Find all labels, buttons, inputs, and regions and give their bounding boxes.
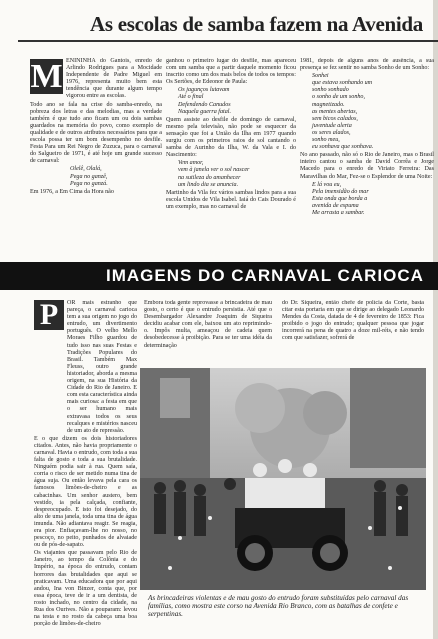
paragraph: Em 1976, a Em Cima da Hora não xyxy=(30,188,114,195)
paragraph: Os viajantes que passavam pelo Rio de Janeiro, ao tempo da Colônia e do Império, na época do entrudo, contam horrores das brutalidades que aqui se praticavam. Uma educadora que por aqui andou, Ina von Binzer, conta que, por essa época, teve de ir a um dentista, de rosto inchado, no centro da cidade, na Rua dos Ourives. Não a pouparam: levou na testa e no rosto da cabeça uma boa porção de limões-de-cheiro xyxy=(34,550,137,626)
bottom-column-1 xyxy=(34,300,137,626)
section-banner xyxy=(0,262,438,290)
article-title: As escolas de samba fazem na Avenida xyxy=(90,12,423,36)
carnival-parade-photo xyxy=(140,368,426,590)
paragraph: E o que dizem os dois historiadores citados. Antes, não havia propriamente o carnaval. Havia o entrudo, com toda a sua falta de gosto e toda a sua brutalidade. Ninguém podia sair à rua. Quem saía, corria o risco de ser metido numa tina de água suja. Ou então levava pela cara os famosos limões-de-cheiro e as cabacinhas. Um senhor austero, bem vestido, ia pela calçada, confiante, despreocupado. E isto foi desejado, do alto de uma janela, toda uma tina de água imunda. Não adiantava reagir. Se reagia, era pior. Enfiaçavam-lhe no nosso, no pescoço, no peito, punhados de alvaiade ou de pós-de-sapato. xyxy=(34,435,137,549)
lyrics: E lá vou eu, Pela imensidão do mar Esta onda que borda a avenida de espuma Me arrasta a sambar. xyxy=(312,181,369,216)
paragraph: do Dr. Siqueira, então chefe de polícia da Corte, basta citar esta portaria em que se dirige ao delegado Leonardo Mendes da Costa, datada de 4 de fevereiro de 1853: Fica proibido o jogo do entrudo; qualquer pessoa que jogar incorrerá na pena de quatro a doze mil-réis, e não tendo com que satisfazer, sofrerá de xyxy=(282,300,424,342)
paragraph: Martinho da Vila fez vários sambas lindos para a sua escola Unidos de Vila Isabel. Iaiá do Cais Dourado é um exemplo, mas no carnaval de xyxy=(166,189,296,210)
paragraph: OR mais estranho que pareça, o carnaval carioca tem a sua origem no jogo do entrudo, um divertimento português. O velho Mello Moraes Filho guardou de tudo isso nas suas Festas e Tradições Populares do Brasil. Também Max Fleuss, outro grande historiador, aborda a mesma origem, na sua História da Cidade do Rio de Janeiro. E com esta característica ainda mais curiosa: a festa em que o ser humano mais extravasa todos os seus recalques e mistérios nasceu de um ato de repressão. xyxy=(67,300,137,434)
lyrics: Olelê, Olalá, Pega no ganzê, Pega no ganzá. xyxy=(70,166,108,187)
lyrics: Os jagunços lutavam Até o final Defendendo Canudos Naquela guerra fatal. xyxy=(178,87,231,115)
lyrics: Vem amor, vem à janela ver o sol nascer na sutileza do amanhecer um lindo dia se anuncia. xyxy=(178,160,250,188)
top-column-3 xyxy=(300,58,434,248)
title-rule xyxy=(18,40,438,42)
top-column-2 xyxy=(166,58,296,248)
paragraph: Embora toda gente reprovasse a brincadeira de mau gosto, o certo é que o entrudo persistia. Até que o Desembargador Alexandre Joaquim de Siqueira decidiu acabar com ele, baixou um ato reprimindo-o. Impôs multa, ameaçou de cadeia quem desobedecesse à proibição. Para se ter uma idéia da determinação xyxy=(144,300,272,349)
drop-cap-m: M xyxy=(30,58,63,95)
paragraph: ENININHA do Gantois, enredo de Arlindo Rodrigues para a Mocidade Independente de Padre Miguel em 1976, representa muito bem esta tendência que durante algum tempo vigorou entre as escolas. xyxy=(66,58,162,100)
banner-title: IMAGENS DO CARNAVAL CARIOCA xyxy=(106,266,424,285)
drop-cap-p: P xyxy=(34,300,64,330)
paragraph: No ano passado, não só o Rio de Janeiro, mas o Brasil inteiro cantou o samba de David Corrêa e Jorge Macedo para o enredo de Viriato Ferreira: Das Maravilhas do Mar, Fez-se o Esplendor de uma Noite: xyxy=(300,152,434,180)
bottom-column-3 xyxy=(282,300,424,364)
historical-photo xyxy=(140,368,426,590)
photo-caption: As brincadeiras violentas e de mau gosto do entrudo foram substituídas pelo carnaval das famílias, como mostra este corso na Avenida Rio Branco, com as batalhas de confete e serpentinas. xyxy=(148,594,409,618)
paragraph: Quem assiste ao desfile de domingo de carnaval, mesmo pela televisão, não pode se esquecer da sensação que foi a União da Ilha em 1977 quando surgiu com os primeiros raios de sol cantando o samba de Aurinho da Ilha, W. da Vala e I. do Nascimento: xyxy=(166,116,296,159)
paragraph: ganhou o primeiro lugar do desfile, mas apareceu com um samba que a partir daquele momento ficou inscrito como um dos mais belos de todos os tempos: Os Sertões, de Edeonor de Paula: xyxy=(166,58,296,86)
paragraph: 1981, depois de alguns anos de ausência, a sua presença se fez sentir no samba Sonho de um Sonho: xyxy=(300,58,434,72)
top-column-1 xyxy=(30,58,162,248)
lyrics: Sonhei que estava sonhando um sonho sonhado o sonho de um sonho, magnetizado. as mentes abertas, sem bicos calados, juventude alerta os seres alados, sonho meu, eu sonhava que sonhava. xyxy=(312,73,374,151)
paragraph: Todo ano se fala na crise do samba-enredo, na pobreza dos letras e das melodias, mas a verdade também é que tudo ano ficam um ou dois sambas guardados na memória do povo, como exemplo de qualidade e de outros atributos necessários para que a escola possa ter um bom desempenho no desfile. Festa Para um Rei Negro de Zuzuca, para o carnaval do Salgueiro de 1971, é até hoje um grande sucesso de carnaval: xyxy=(30,101,162,165)
bottom-column-2 xyxy=(144,300,272,364)
